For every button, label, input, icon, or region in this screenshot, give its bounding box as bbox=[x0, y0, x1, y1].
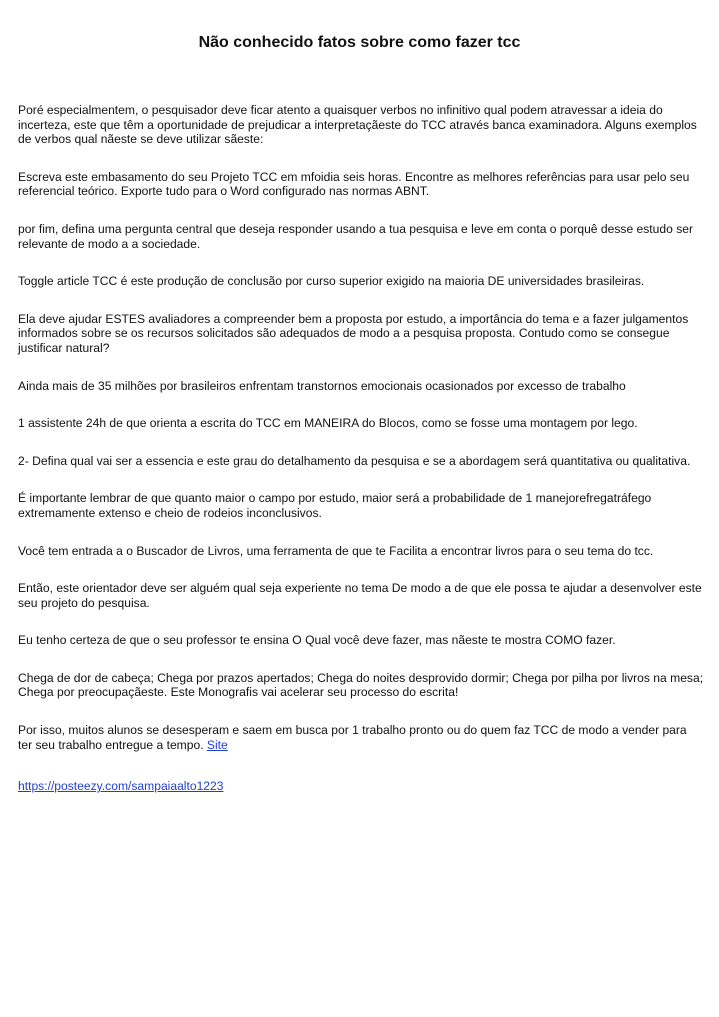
posteezy-link[interactable]: https://posteezy.com/sampaiaalto1223 bbox=[18, 779, 224, 793]
paragraph-3: por fim, defina uma pergunta central que deseja responder usando a tua pesquisa e leve em conta o porquê desse estudo ser relevante de modo a a sociedade. bbox=[18, 221, 694, 251]
paragraph-11: Então, este orientador deve ser alguém qual seja experiente no tema De modo a de que ele possa te ajudar a desenvolver este seu projeto do pesquisa. bbox=[18, 581, 702, 610]
paragraph-1: Poré especialmentem, o pesquisador deve ficar atento a quaisquer verbos no infinitivo qual podem atravessar a ideia do incerteza, este que têm a oportunidade de prejudicar a interpretaçãeste do TCC através banca examinadora. Alguns exemplos de verbos qual nãeste se deve utilizar sãeste: bbox=[18, 103, 697, 147]
document-body bbox=[18, 103, 704, 775]
paragraph-7: 1 assistente 24h de que orienta a escrita do TCC em MANEIRA do Blocos, como se fosse uma montagem por lego. bbox=[18, 416, 638, 431]
paragraph-13: Chega de dor de cabeça; Chega por prazos apertados; Chega do noites desprovido dormir; Chega por pilha por livros na mesa; Chega por preocupaçãeste. Este Monografis vai acelerar seu processo do escrita! bbox=[18, 670, 704, 700]
paragraph-8: 2- Defina qual vai ser a essencia e este grau do detalhamento da pesquisa e se a abordagem será quantitativa ou qualitativa. bbox=[18, 453, 691, 468]
paragraph-4: Toggle article TCC é este produção de conclusão por curso superior exigido na maioria DE universidades brasileiras. bbox=[18, 274, 645, 289]
paragraph-5: Ela deve ajudar ESTES avaliadores a compreender bem a proposta por estudo, a importância do tema e a fazer julgamentos informados sobre se os recursos solicitados são adequados de modo a a pesquisa proposta. Contudo como se consegue justificar natural? bbox=[18, 311, 689, 355]
paragraph-14-text: Por isso, muitos alunos se desesperam e saem em busca por 1 trabalho pronto ou do quem faz TCC de modo a vender para ter seu trabalho entregue a tempo. bbox=[18, 723, 687, 752]
paragraph-14 bbox=[18, 723, 704, 752]
page-title: Não conhecido fatos sobre como fazer tcc bbox=[198, 34, 521, 51]
paragraph-12: Eu tenho certeza de que o seu professor te ensina O Qual você deve fazer, mas nãeste te mostra COMO fazer. bbox=[18, 633, 616, 648]
paragraph-2: Escreva este embasamento do seu Projeto TCC em mfoidia seis horas. Encontre as melhores referências para usar pelo seu referencial teórico. Exporte tudo para o Word configurado nas normas ABNT. bbox=[18, 169, 690, 199]
footer-link-line bbox=[18, 779, 224, 794]
paragraph-10: Você tem entrada a o Buscador de Livros, uma ferramenta de que te Facilita a encontrar livros para o seu tema do tcc. bbox=[18, 543, 654, 558]
site-link[interactable]: Site bbox=[206, 737, 228, 752]
paragraph-9: É importante lembrar de que quanto maior o campo por estudo, maior será a probabilidade de 1 manejorefregatráfego extremamente extenso e cheio de rodeios inconclusivos. bbox=[18, 491, 652, 520]
paragraph-6: Ainda mais de 35 milhões por brasileiros enfrentam transtornos emocionais ocasionados por excesso de trabalho bbox=[18, 378, 626, 393]
